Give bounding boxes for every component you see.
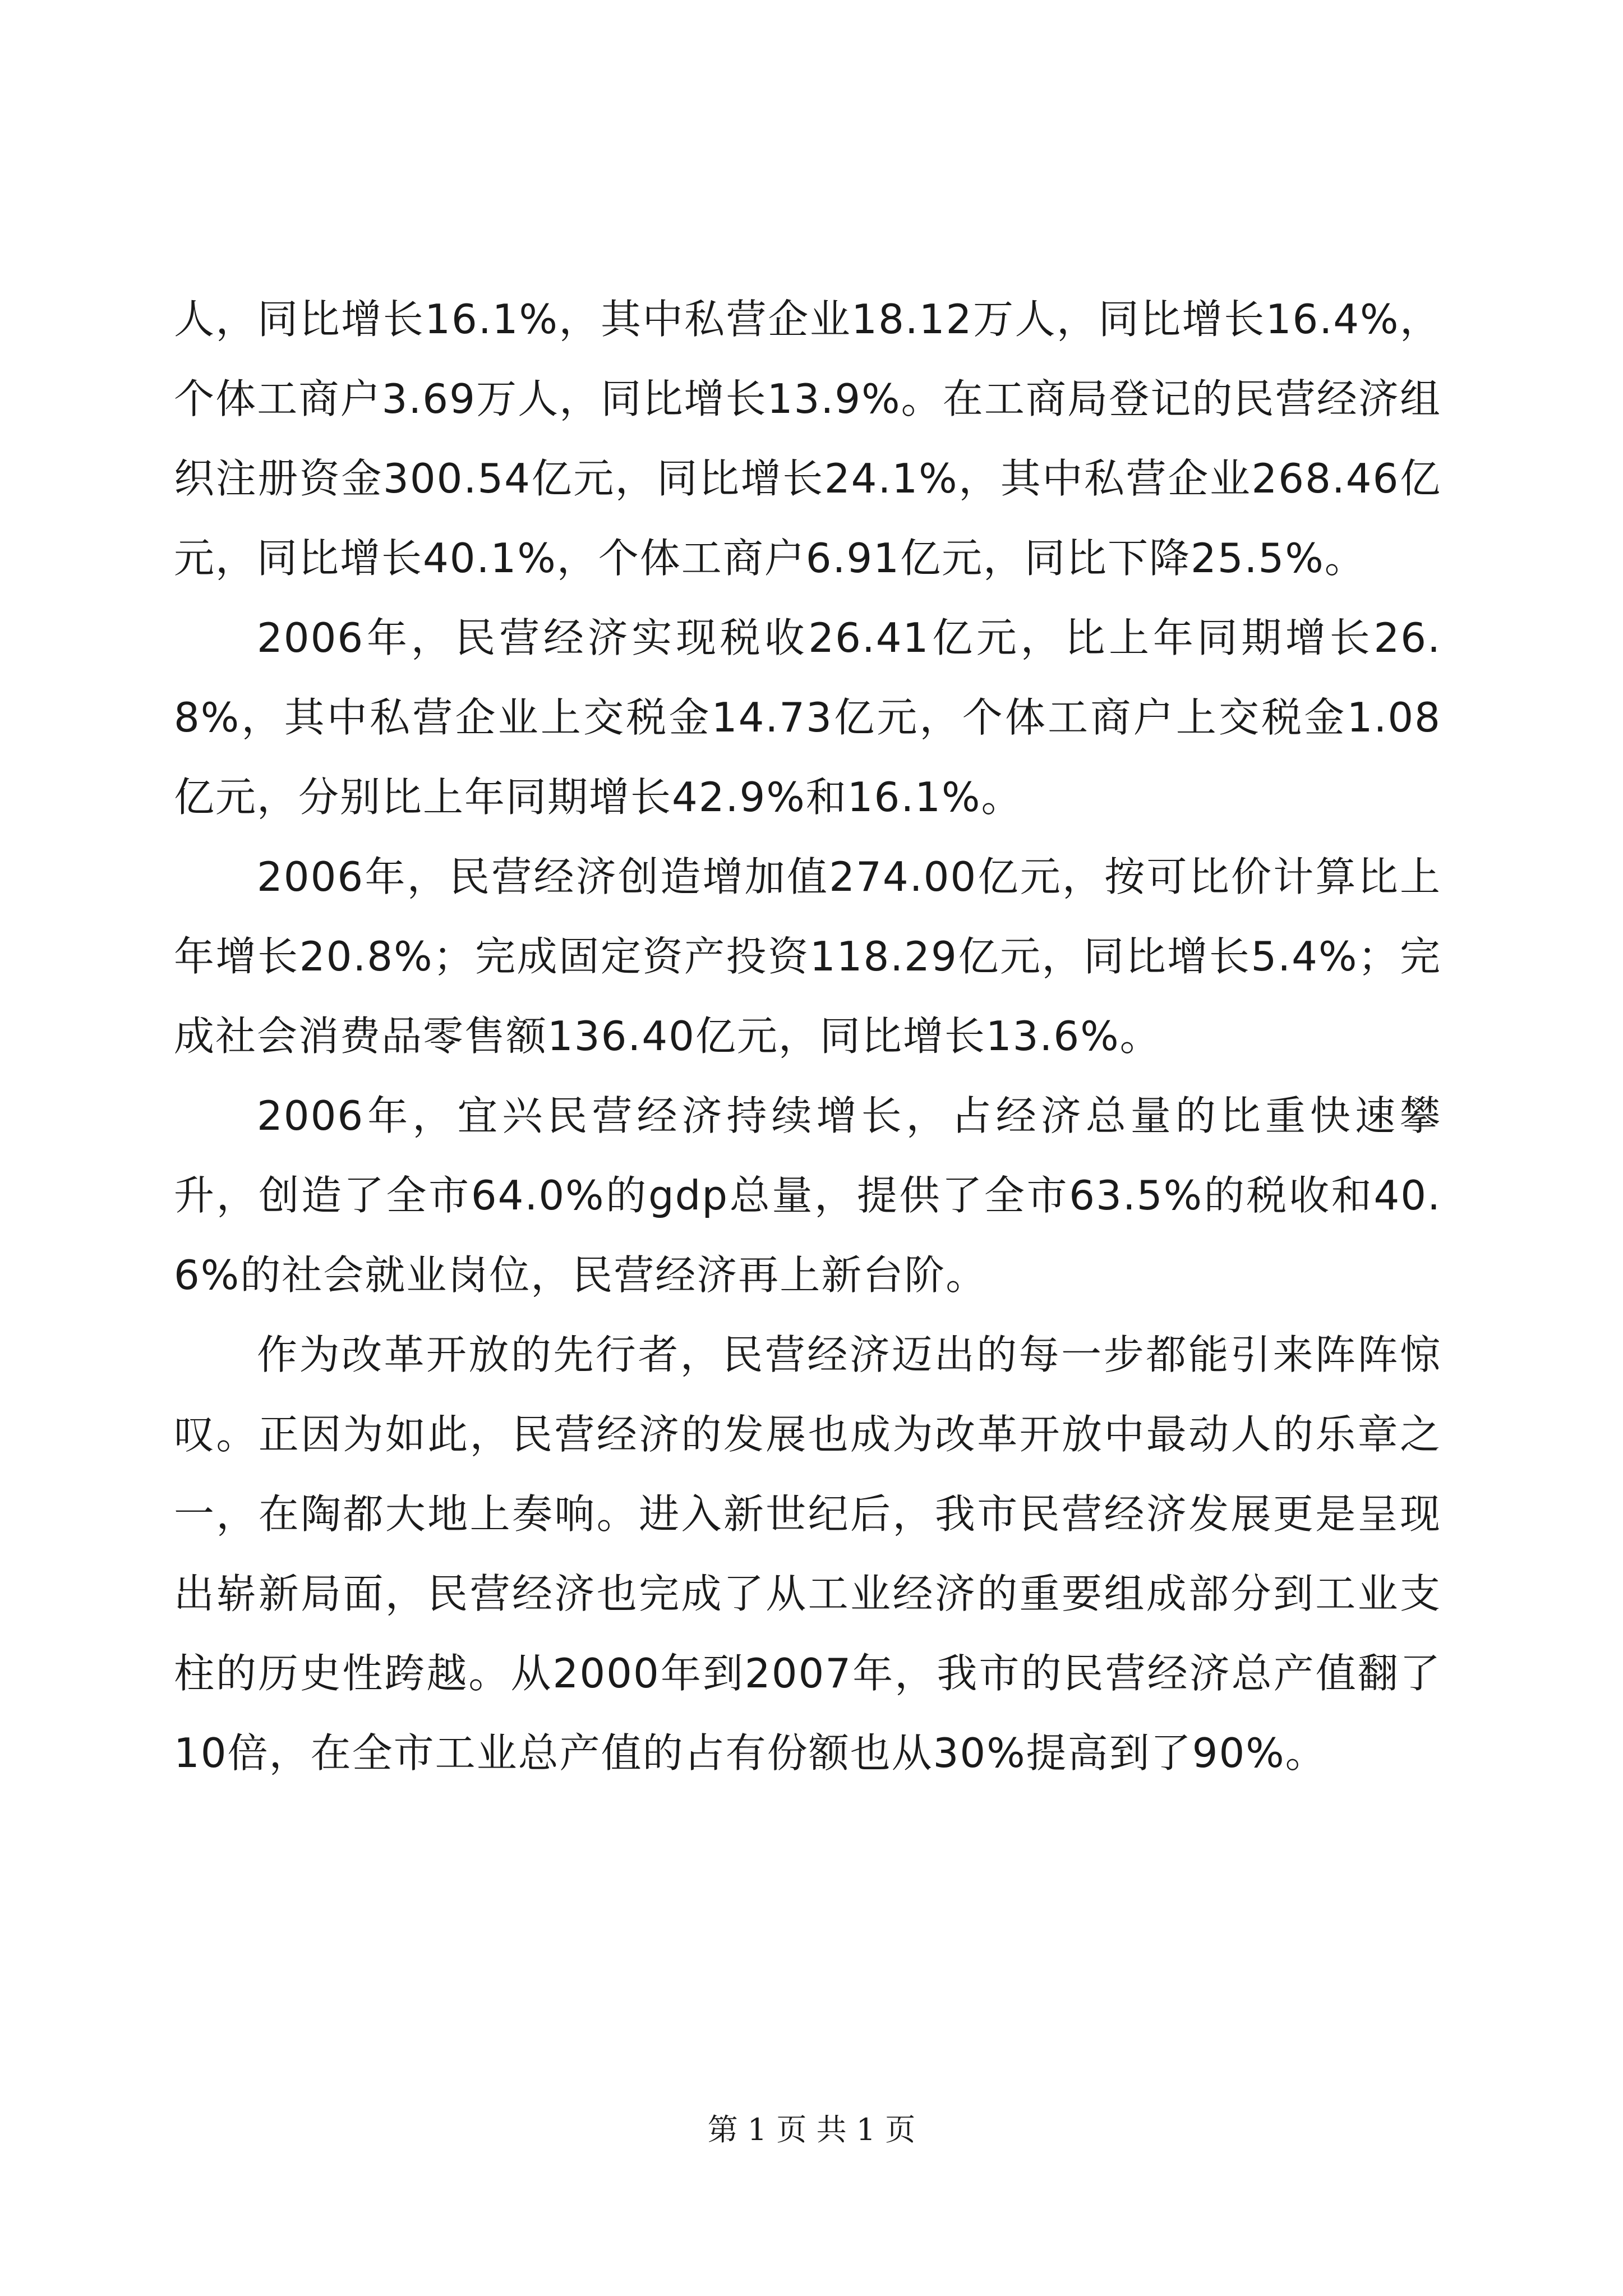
paragraph-1: 人，同比增长16.1%，其中私营企业18.12万人，同比增长16.4%，个体工商户3.69万人，同比增长13.9%。在工商局登记的民营经济组织注册资金300.54亿元，同比增长24.1%，其中私营企业268.46亿元，同比增长40.1%，个体工商户6.91亿元，同比下降25.5%。 (174, 296, 1441, 582)
paragraph-5: 作为改革开放的先行者，民营经济迈出的每一步都能引来阵阵惊叹。正因为如此，民营经济的发展也成为改革开放中最动人的乐章之一，在陶都大地上奏响。进入新世纪后，我市民营经济发展更是呈现出崭新局面，民营经济也完成了从工业经济的重要组成部分到工业支柱的历史性跨越。从2000年到2007年，我市的民营经济总产值翻了10倍，在全市工业总产值的占有份额也从30%提高到了90%。 (174, 1331, 1441, 1777)
paragraph-3: 2006年，民营经济创造增加值274.00亿元，按可比价计算比上年增长20.8%；完成固定资产投资118.29亿元，同比增长5.4%；完成社会消费品零售额136.40亿元，同比增长13.6%。 (174, 853, 1441, 1060)
paragraph-4: 2006年，宜兴民营经济持续增长，占经济总量的比重快速攀升，创造了全市64.0%的gdp总量，提供了全市63.5%的税收和40.6%的社会就业岗位，民营经济再上新台阶。 (174, 1092, 1441, 1299)
document-body (174, 279, 1441, 1793)
paragraph-2: 2006年，民营经济实现税收26.41亿元，比上年同期增长26.8%，其中私营企业上交税金14.73亿元，个体工商户上交税金1.08亿元，分别比上年同期增长42.9%和16.1%。 (174, 614, 1441, 821)
page-footer: 第 1 页 共 1 页 (707, 2112, 916, 2147)
